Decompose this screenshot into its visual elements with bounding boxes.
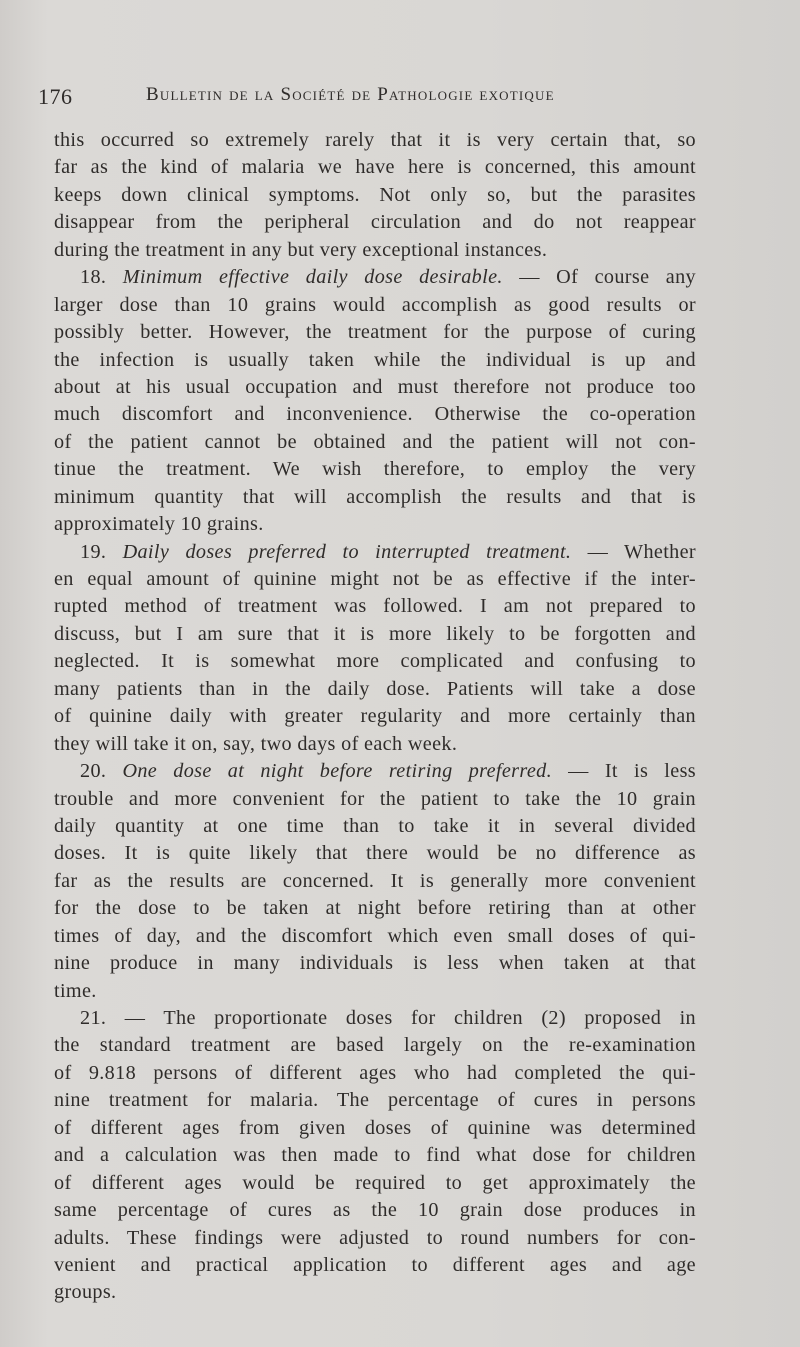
text-line xyxy=(54,237,696,264)
line-text: of 9.818 persons of different ages who had completed the qui- xyxy=(54,1061,696,1084)
line-text: far as the kind of malaria we have here is concerned, this amount xyxy=(54,156,696,179)
text-line xyxy=(54,868,696,895)
text-line xyxy=(54,456,696,483)
section-title: Minimum effective daily dose desirable. xyxy=(122,266,503,289)
line-text: minimum quantity that will accomplish the results and that is xyxy=(54,485,696,508)
section-number: 21. xyxy=(80,1007,125,1029)
text-line xyxy=(54,511,696,538)
line-text: nine treatment for malaria. The percentage of cures in persons xyxy=(54,1089,696,1112)
text-line xyxy=(54,1087,696,1114)
text-line xyxy=(54,703,696,730)
line-text: doses. It is quite likely that there would be no difference as xyxy=(54,842,696,865)
text-line xyxy=(54,648,696,675)
line-text: far as the results are concerned. It is generally more convenient xyxy=(54,869,696,892)
line-text: neglected. It is somewhat more complicated and confusing to xyxy=(54,650,696,673)
line-text: nine produce in many individuals is less when taken at that xyxy=(54,952,696,975)
line-text: rupted method of treatment was followed. I am not prepared to xyxy=(54,595,696,618)
line-text: time. xyxy=(54,979,97,1002)
section-title: Daily doses preferred to interrupted treatment. xyxy=(122,540,572,563)
section-number: 19. xyxy=(80,540,123,563)
line-text: they will take it on, say, two days of each week. xyxy=(54,732,458,755)
paragraph xyxy=(54,264,696,538)
page-number: 176 xyxy=(38,84,73,109)
section-title: One dose at night before retiring preferred. xyxy=(122,760,552,783)
line-text: adults. These findings were adjusted to round numbers for con- xyxy=(54,1226,696,1249)
line-text: of quinine daily with greater regularity and more certainly than xyxy=(54,705,696,728)
text-line xyxy=(54,813,696,840)
text-line xyxy=(54,1197,696,1224)
line-text: — Of course any xyxy=(502,266,696,289)
text-line xyxy=(54,401,696,428)
text-line xyxy=(54,484,696,511)
text-line xyxy=(54,923,696,950)
line-text: many patients than in the daily dose. Patients will take a dose xyxy=(54,677,696,700)
line-text: — It is less xyxy=(552,760,696,783)
text-line xyxy=(54,621,696,648)
text-line xyxy=(54,1032,696,1059)
section-number: 20. xyxy=(80,760,123,783)
line-text: — Whether xyxy=(571,540,696,563)
text-line xyxy=(54,1142,696,1169)
line-text: daily quantity at one time than to take it in several divided xyxy=(54,814,696,837)
line-text: approximately 10 grains. xyxy=(54,513,264,536)
line-text: about at his usual occupation and must therefore not produce too xyxy=(54,375,696,398)
text-line xyxy=(54,676,696,703)
line-text: the infection is usually taken while the individual is up and xyxy=(54,348,696,371)
line-text: keeps down clinical symptoms. Not only so, but the parasites xyxy=(54,183,696,206)
line-text: groups. xyxy=(54,1281,117,1304)
text-line xyxy=(54,264,696,291)
text-line xyxy=(54,786,696,813)
text-line xyxy=(54,154,696,181)
text-line xyxy=(54,429,696,456)
text-line xyxy=(54,1170,696,1197)
text-line xyxy=(54,182,696,209)
line-text: much discomfort and inconvenience. Otherwise the co-operation xyxy=(54,403,696,426)
text-line xyxy=(54,539,696,566)
text-line xyxy=(54,1005,696,1032)
line-text: of the patient cannot be obtained and the patient will not con- xyxy=(54,430,696,453)
paragraph xyxy=(54,1005,696,1307)
text-line xyxy=(54,593,696,620)
body-text xyxy=(54,127,696,1307)
line-text: same percentage of cures as the 10 grain dose produces in xyxy=(54,1199,696,1222)
line-text: the standard treatment are based largely on the re-examination xyxy=(54,1034,696,1057)
text-line xyxy=(54,292,696,319)
text-line xyxy=(54,731,696,758)
line-text: of different ages would be required to get approximately the xyxy=(54,1171,696,1194)
line-text: during the treatment in any but very exceptional instances. xyxy=(54,238,548,261)
text-line xyxy=(54,1279,696,1306)
text-line xyxy=(54,566,696,593)
text-line xyxy=(54,950,696,977)
paragraph xyxy=(54,758,696,1005)
section-number: 18. xyxy=(80,266,123,289)
text-line xyxy=(54,1060,696,1087)
line-text: larger dose than 10 grains would accomplish as good results or xyxy=(54,293,696,316)
line-text: possibly better. However, the treatment for the purpose of curing xyxy=(54,321,696,344)
line-text: en equal amount of quinine might not be as effective if the inter- xyxy=(54,568,696,590)
line-text: discuss, but I am sure that it is more likely to be forgotten and xyxy=(54,622,696,645)
text-line xyxy=(54,319,696,346)
text-line xyxy=(54,127,696,154)
line-text: tinue the treatment. We wish therefore, to employ the very xyxy=(54,458,696,481)
page-header xyxy=(38,84,778,114)
line-text: disappear from the peripheral circulation and do not reappear xyxy=(54,211,696,234)
line-text: of different ages from given doses of quinine was determined xyxy=(54,1116,696,1139)
line-text: this occurred so extremely rarely that it is very certain that, so xyxy=(54,129,696,151)
paragraph xyxy=(54,127,696,264)
line-text: and a calculation was then made to find what dose for children xyxy=(54,1144,696,1167)
text-line xyxy=(54,1115,696,1142)
text-line xyxy=(54,347,696,374)
line-text: for the dose to be taken at night before retiring than at other xyxy=(54,897,696,920)
line-text: — The proportionate doses for children (2) proposed in xyxy=(124,1007,696,1029)
text-line xyxy=(54,895,696,922)
line-text: venient and practical application to different ages and age xyxy=(54,1253,696,1276)
line-text: trouble and more convenient for the patient to take the 10 grain xyxy=(54,787,696,810)
text-line xyxy=(54,840,696,867)
text-line xyxy=(54,374,696,401)
text-line xyxy=(54,758,696,785)
text-line xyxy=(54,1225,696,1252)
text-line xyxy=(54,209,696,236)
paragraph xyxy=(54,539,696,759)
running-head: Bulletin de la Société de Pathologie exotique xyxy=(146,84,555,105)
text-line xyxy=(54,1252,696,1279)
text-line xyxy=(54,978,696,1005)
line-text: times of day, and the discomfort which even small doses of qui- xyxy=(54,924,696,947)
